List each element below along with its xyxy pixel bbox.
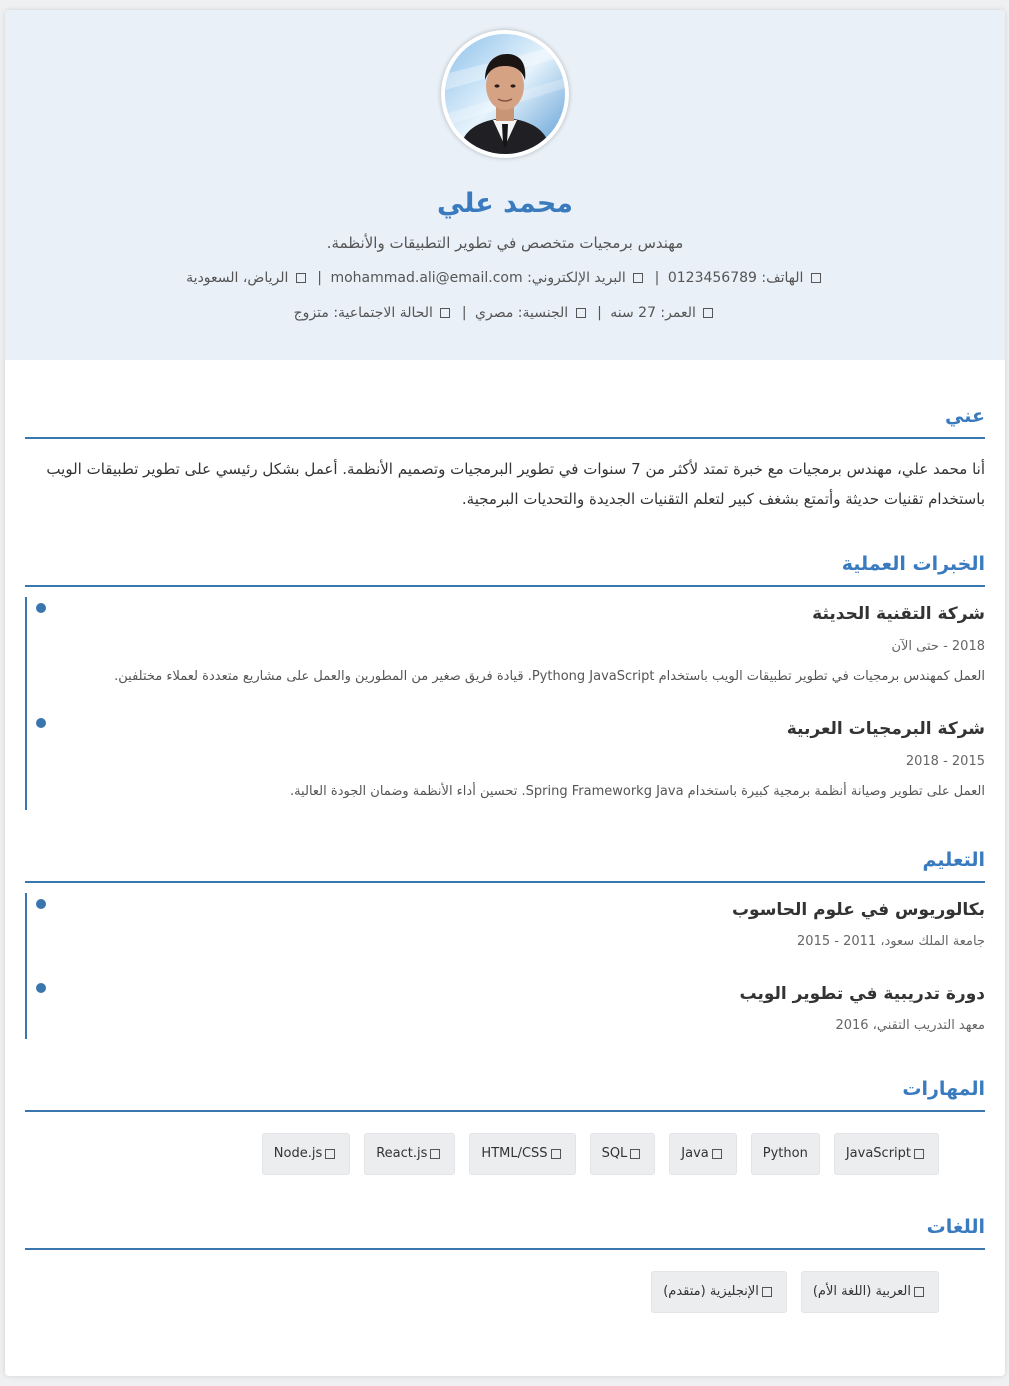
skill-label: Node.js xyxy=(273,1146,323,1161)
timeline-dot-icon xyxy=(36,899,46,909)
marital-status-icon xyxy=(440,308,450,318)
experience-section-title: الخبرات العملية xyxy=(25,551,985,587)
language-icon xyxy=(762,1287,772,1297)
experience-timeline xyxy=(25,597,985,810)
contact-line xyxy=(5,267,1005,289)
skill-label: Java xyxy=(681,1146,709,1161)
skill-label: SQL xyxy=(601,1146,628,1161)
language-label: الإنجليزية (متقدم) xyxy=(663,1284,759,1299)
institution-details: جامعة الملك سعود، 2011 - 2015 xyxy=(797,934,985,949)
language-chip xyxy=(651,1271,787,1313)
languages-section-title: اللغات xyxy=(25,1214,985,1250)
skill-label: HTML/CSS xyxy=(481,1146,548,1161)
nationality-icon xyxy=(576,308,586,318)
timeline-dot-icon xyxy=(36,603,46,613)
employment-period: 2015 - 2018 xyxy=(905,754,985,769)
email-icon xyxy=(633,273,643,283)
marital-status-text: الحالة الاجتماعية: متزوج xyxy=(293,305,433,321)
resume-page xyxy=(5,10,1005,1376)
skill-icon xyxy=(630,1149,640,1159)
nationality-text: الجنسية: مصري xyxy=(475,305,569,321)
job-description: العمل كمهندس برمجيات في تطوير تطبيقات الويب باستخدام Pythong JavaScript. قيادة فريق صغير من المطورين والعمل على مشاريع متعددة لعملاء مختلفين. xyxy=(114,669,985,684)
language-chip xyxy=(801,1271,939,1313)
timeline-dot-icon xyxy=(36,983,46,993)
phone-icon xyxy=(811,273,821,283)
employment-period: 2018 - حتى الآن xyxy=(891,639,985,654)
education-timeline xyxy=(25,893,985,1039)
email-text[interactable]: البريد الإلكتروني: mohammad.ali@email.com xyxy=(330,270,626,286)
separator: | xyxy=(654,270,660,286)
skill-chip xyxy=(590,1133,656,1175)
age-icon xyxy=(703,308,713,318)
resume-header xyxy=(5,10,1005,360)
job-title: مهندس برمجيات متخصص في تطوير التطبيقات والأنظمة. xyxy=(326,234,684,252)
skill-chip xyxy=(469,1133,575,1175)
timeline-dot-icon xyxy=(36,718,46,728)
skill-chip xyxy=(262,1133,350,1175)
experience-item xyxy=(27,597,985,712)
separator: | xyxy=(317,270,323,286)
about-section-title: عني xyxy=(25,403,985,439)
skill-icon xyxy=(551,1149,561,1159)
profile-photo-image xyxy=(445,34,565,154)
skill-icon xyxy=(914,1149,924,1159)
skill-icon xyxy=(430,1149,440,1159)
skill-chip xyxy=(669,1133,736,1175)
skill-icon xyxy=(712,1149,722,1159)
location-icon xyxy=(296,273,306,283)
person-name: محمد علي xyxy=(436,188,574,219)
job-description: العمل على تطوير وصيانة أنظمة برمجية كبيرة باستخدام Spring Frameworkg Java. تحسين أداء الأنظمة وضمان الجودة العالية. xyxy=(289,784,985,799)
skill-label: React.js xyxy=(376,1146,428,1161)
skills-list xyxy=(25,1133,985,1175)
about-text: أنا محمد علي، مهندس برمجيات مع خبرة تمتد لأكثر من 7 سنوات في تطوير البرمجيات وتصميم الأنظمة. أعمل بشكل رئيسي على تطوير تطبيقات الويب باستخدام تقنيات حديثة وأتمتع بشغف كبير لتعلم التقنيات الجديدة والتحديات البرمجية. xyxy=(46,460,985,508)
institution-details: معهد التدريب التقني، 2016 xyxy=(835,1018,985,1033)
skill-chip xyxy=(364,1133,455,1175)
separator: | xyxy=(461,305,467,321)
profile-photo xyxy=(441,30,569,158)
resume-body xyxy=(5,403,1005,1313)
education-item xyxy=(27,893,985,977)
skill-chip xyxy=(751,1133,820,1175)
skill-label: Python xyxy=(762,1146,808,1161)
language-label: العربية (اللغة الأم) xyxy=(812,1284,911,1299)
degree-name: بكالوريوس في علوم الحاسوب xyxy=(731,900,985,920)
language-icon xyxy=(914,1287,924,1297)
degree-name: دورة تدريبية في تطوير الويب xyxy=(739,984,985,1004)
age-text: العمر: 27 سنه xyxy=(610,305,696,321)
education-section-title: التعليم xyxy=(25,847,985,883)
phone-text: الهاتف: 0123456789 xyxy=(667,270,804,286)
education-item xyxy=(27,977,985,1039)
experience-item xyxy=(27,712,985,810)
location-text: الرياض، السعودية xyxy=(186,270,289,286)
languages-list xyxy=(25,1271,985,1313)
skill-chip xyxy=(834,1133,939,1175)
skill-label: JavaScript xyxy=(845,1146,911,1161)
separator: | xyxy=(597,305,602,321)
company-name: شركة التقنية الحديثة xyxy=(812,604,985,624)
skills-section-title: المهارات xyxy=(25,1076,985,1112)
skill-icon xyxy=(325,1149,335,1159)
company-name: شركة البرمجيات العربية xyxy=(786,719,985,739)
personal-line xyxy=(5,302,1005,324)
